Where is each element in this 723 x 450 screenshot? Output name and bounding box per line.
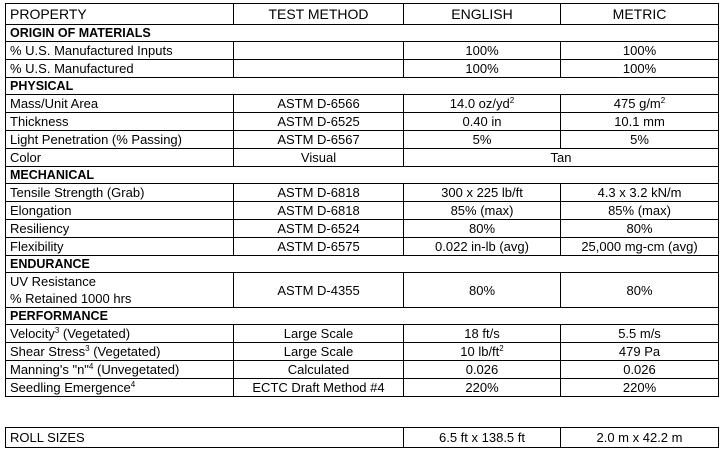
- property-name: Seedling Emergence: [10, 380, 131, 395]
- property-cell: Elongation: [6, 202, 234, 220]
- method-cell: ASTM D-4355: [234, 273, 404, 308]
- property-qualifier: (Vegetated): [89, 344, 161, 359]
- metric-cell: 80%: [561, 220, 719, 238]
- method-cell: ASTM D-6818: [234, 202, 404, 220]
- method-cell: Visual: [234, 149, 404, 167]
- property-qualifier: (Unvegetated): [93, 362, 180, 377]
- property-cell: [6, 361, 234, 379]
- english-cell: 220%: [404, 379, 561, 397]
- section-title: MECHANICAL: [6, 167, 719, 184]
- footnote-ref: 3: [85, 344, 90, 353]
- english-cell: [404, 95, 561, 113]
- section-title: ORIGIN OF MATERIALS: [6, 25, 719, 42]
- metric-cell: 5.5 m/s: [561, 325, 719, 343]
- metric-cell: 479 Pa: [561, 343, 719, 361]
- method-cell: Large Scale: [234, 343, 404, 361]
- english-cell: 0.026: [404, 361, 561, 379]
- table-row: [6, 131, 719, 149]
- property-cell: Thickness: [6, 113, 234, 131]
- section-header-mechanical: [6, 167, 719, 184]
- table-row: [6, 60, 719, 78]
- property-cell: Tensile Strength (Grab): [6, 184, 234, 202]
- property-line: % Retained 1000 hrs: [10, 291, 132, 306]
- table-row: [6, 113, 719, 131]
- section-header-performance: [6, 308, 719, 325]
- metric-cell: [561, 95, 719, 113]
- method-cell: Large Scale: [234, 325, 404, 343]
- metric-cell: 100%: [561, 60, 719, 78]
- table-row: [6, 95, 719, 113]
- method-cell: ASTM D-6575: [234, 238, 404, 256]
- superscript: 2: [509, 96, 515, 105]
- metric-cell: 220%: [561, 379, 719, 397]
- header-test-method: TEST METHOD: [234, 4, 404, 25]
- table-row: [6, 202, 719, 220]
- metric-cell: 4.3 x 3.2 kN/m: [561, 184, 719, 202]
- roll-sizes-english: 6.5 ft x 138.5 ft: [404, 428, 561, 448]
- method-cell: Calculated: [234, 361, 404, 379]
- method-cell: ASTM D-6566: [234, 95, 404, 113]
- property-name: Velocity: [10, 326, 55, 341]
- roll-sizes-label: ROLL SIZES: [6, 428, 404, 448]
- table-row: [6, 379, 719, 397]
- english-cell: 300 x 225 lb/ft: [404, 184, 561, 202]
- superscript: 2: [660, 96, 666, 105]
- metric-cell: 5%: [561, 131, 719, 149]
- footnote-ref: 4: [130, 380, 136, 389]
- english-cell: 100%: [404, 60, 561, 78]
- roll-sizes-row: [6, 428, 719, 448]
- property-cell: Light Penetration (% Passing): [6, 131, 234, 149]
- roll-sizes-table: [5, 427, 719, 448]
- property-cell: [6, 273, 234, 308]
- property-name: Shear Stress: [10, 344, 86, 359]
- header-property: PROPERTY: [6, 4, 234, 25]
- property-cell: Flexibility: [6, 238, 234, 256]
- table-row: [6, 184, 719, 202]
- roll-sizes-metric: 2.0 m x 42.2 m: [561, 428, 719, 448]
- english-cell: 85% (max): [404, 202, 561, 220]
- superscript: 2: [499, 344, 504, 353]
- table-row: [6, 343, 719, 361]
- method-cell: [234, 60, 404, 78]
- merged-value-cell: Tan: [404, 149, 719, 167]
- property-cell: Resiliency: [6, 220, 234, 238]
- metric-cell: 100%: [561, 42, 719, 60]
- method-cell: ECTC Draft Method #4: [234, 379, 404, 397]
- metric-cell: 10.1 mm: [561, 113, 719, 131]
- section-header-physical: [6, 78, 719, 95]
- english-cell: 80%: [404, 273, 561, 308]
- method-cell: ASTM D-6525: [234, 113, 404, 131]
- header-english: ENGLISH: [404, 4, 561, 25]
- metric-cell: 80%: [561, 273, 719, 308]
- english-cell: [404, 343, 561, 361]
- method-cell: ASTM D-6567: [234, 131, 404, 149]
- method-cell: [234, 42, 404, 60]
- metric-cell: 0.026: [561, 361, 719, 379]
- metric-cell: 85% (max): [561, 202, 719, 220]
- english-cell: 18 ft/s: [404, 325, 561, 343]
- property-cell: [6, 343, 234, 361]
- section-header-endurance: [6, 256, 719, 273]
- property-cell: [6, 325, 234, 343]
- table-row: [6, 273, 719, 308]
- table-row: [6, 361, 719, 379]
- property-cell: Mass/Unit Area: [6, 95, 234, 113]
- metric-cell: 25,000 mg-cm (avg): [561, 238, 719, 256]
- section-header-origin: [6, 25, 719, 42]
- table-row: [6, 325, 719, 343]
- table-row: [6, 238, 719, 256]
- property-name: Manning's "n": [10, 362, 89, 377]
- specification-table: [5, 3, 719, 397]
- header-metric: METRIC: [561, 4, 719, 25]
- table-row: [6, 42, 719, 60]
- english-cell: 100%: [404, 42, 561, 60]
- english-cell: 0.40 in: [404, 113, 561, 131]
- section-title: PERFORMANCE: [6, 308, 719, 325]
- footnote-ref: 3: [54, 326, 60, 335]
- method-cell: ASTM D-6818: [234, 184, 404, 202]
- method-cell: ASTM D-6524: [234, 220, 404, 238]
- property-cell: % U.S. Manufactured: [6, 60, 234, 78]
- footnote-ref: 4: [88, 362, 94, 371]
- property-cell: % U.S. Manufactured Inputs: [6, 42, 234, 60]
- english-cell: 5%: [404, 131, 561, 149]
- table-row: [6, 149, 719, 167]
- metric-value: 475 g/m: [613, 96, 661, 111]
- property-cell: Color: [6, 149, 234, 167]
- property-qualifier: (Vegetated): [59, 326, 131, 341]
- english-value: 10 lb/ft: [460, 344, 500, 359]
- property-cell: [6, 379, 234, 397]
- english-cell: 80%: [404, 220, 561, 238]
- english-value: 14.0 oz/yd: [449, 96, 510, 111]
- section-title: ENDURANCE: [6, 256, 719, 273]
- section-title: PHYSICAL: [6, 78, 719, 95]
- table-row: [6, 220, 719, 238]
- property-line: UV Resistance: [10, 274, 96, 289]
- english-cell: 0.022 in-lb (avg): [404, 238, 561, 256]
- header-row: [6, 4, 719, 25]
